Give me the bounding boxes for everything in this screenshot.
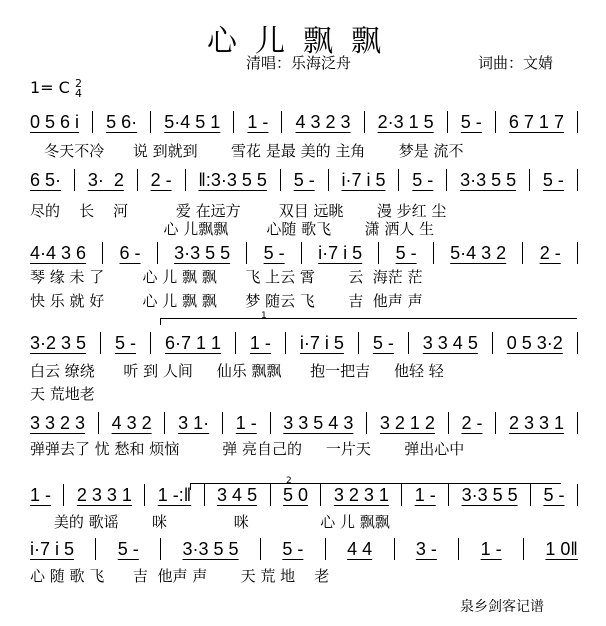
measure: 5·4 5 1	[164, 111, 221, 132]
volta-bracket-1	[160, 311, 577, 325]
bar-line	[285, 332, 286, 354]
bar-line	[98, 412, 99, 434]
measure: 5 -	[263, 242, 285, 263]
lyric-line: 琴 缘 未 了 心 儿 飘 飘 飞 上云 霄 云 海茫 茫	[30, 268, 423, 286]
bar-line	[433, 242, 434, 264]
bar-line	[530, 484, 531, 506]
bar-line	[495, 412, 496, 434]
measure: 4 4	[347, 538, 373, 559]
measure: 3 3 5 4 3	[283, 412, 354, 433]
measure: 3 2 3 1	[333, 484, 389, 505]
lyric-line: 美的 歌谣 咪 咪 心 儿 飘飘	[30, 513, 390, 531]
bar-line	[144, 484, 145, 506]
bar-line	[270, 412, 271, 434]
time-bottom: 4	[74, 86, 82, 100]
time-signature	[74, 76, 82, 100]
bar-line	[401, 484, 402, 506]
bar-line	[577, 332, 578, 354]
bar-line	[408, 332, 409, 354]
bar-line	[529, 169, 530, 191]
measure: 5 -	[293, 169, 315, 190]
notation-row	[30, 110, 578, 134]
bar-line	[492, 332, 493, 354]
measure: 5 -	[543, 484, 565, 505]
bar-line	[446, 169, 447, 191]
measure: 3·3 5 5	[460, 169, 517, 190]
writer-credit: 词曲：文婧	[478, 54, 554, 72]
bar-line	[150, 111, 151, 133]
measure: i·7 i 5	[299, 332, 344, 353]
bar-line	[164, 412, 165, 434]
bar-line	[260, 538, 261, 560]
bar-line	[150, 332, 151, 354]
lyric-line: 白云 缭绕 听 到 人间 仙乐 飘飘 抱一把吉 他轻 轻	[30, 362, 444, 380]
lyric-line: 冬天不冷 说 到就到 雪花 是最 美的 主角 梦是 流不	[30, 142, 464, 160]
measure: 3 2 1 2	[379, 412, 435, 433]
measure: 5 -	[282, 538, 304, 559]
measure: i·7 i 5	[318, 242, 363, 263]
bar-line	[522, 242, 523, 264]
bar-line	[577, 484, 578, 506]
lyric-line: 尽的 长 河 爱 在远方 双目 远眺 漫 步红 尘	[30, 202, 447, 220]
singer-credit: 清唱：乐海泛舟	[246, 54, 352, 72]
measure: 3 -	[415, 538, 437, 559]
lyric-line: 弹弹去了 忧 愁和 烦恼 弹 亮自己的 一片天 弹出心中	[30, 440, 465, 458]
measure: 5 -	[460, 111, 482, 132]
measure: 1 -	[249, 332, 271, 353]
measure: 5 -	[114, 332, 136, 353]
notation-row	[30, 411, 578, 435]
measure: 0 5 3·2	[506, 332, 563, 353]
bar-line	[448, 484, 449, 506]
bar-line	[270, 484, 271, 506]
bar-line	[364, 111, 365, 133]
measure: 3 1·	[178, 412, 210, 433]
measure: 6 7 1 7	[508, 111, 564, 132]
measure: 6 -	[119, 242, 141, 263]
bar-line	[394, 538, 395, 560]
bar-line	[358, 332, 359, 354]
volta-1-label: 1	[261, 311, 267, 321]
bar-line	[398, 169, 399, 191]
measure: 3 4 5	[217, 484, 258, 505]
notation-row	[30, 483, 578, 507]
measure: 3·3 5 5	[182, 538, 239, 559]
measure: 1 -	[30, 484, 52, 505]
measure: 6 5·	[30, 169, 62, 190]
bar-line	[320, 484, 321, 506]
bar-line	[366, 412, 367, 434]
measure: 3·2 3 5	[30, 332, 87, 353]
measure: 5 6·	[106, 111, 138, 132]
measure: 2·3 1 5	[377, 111, 434, 132]
bar-line	[185, 169, 186, 191]
bar-line	[577, 242, 578, 264]
bar-line	[448, 412, 449, 434]
bar-line	[301, 242, 302, 264]
measure: 5 -	[372, 332, 394, 353]
measure: 3· 2	[87, 169, 124, 190]
bar-line	[495, 111, 496, 133]
bar-line	[378, 242, 379, 264]
lyric-line: 心 随 歌 飞 吉 他声 声 天 荒 地 老	[30, 567, 330, 585]
bar-line	[95, 538, 96, 560]
measure: 2 -	[539, 242, 561, 263]
measure: ‖:3·3 5 5	[198, 169, 267, 190]
measure: 5 -	[117, 538, 139, 559]
lyric-line: 快 乐 就 好 心 儿 飘 飘 梦 随云 飞 吉 他声 声	[30, 292, 423, 310]
bar-line	[63, 484, 64, 506]
bar-line	[325, 538, 326, 560]
bar-line	[233, 111, 234, 133]
bar-line	[458, 538, 459, 560]
measure: 1 -	[247, 111, 269, 132]
measure: 6·7 1 1	[164, 332, 221, 353]
measure: 5 -	[412, 169, 434, 190]
bar-line	[281, 111, 282, 133]
song-title: 心儿飘飘	[207, 24, 399, 59]
bar-line	[92, 111, 93, 133]
bar-line	[577, 169, 578, 191]
measure: 4 3 2 3	[295, 111, 351, 132]
measure: 1 -	[235, 412, 257, 433]
measure: i·7 i 5	[341, 169, 386, 190]
measure: 1 -:‖	[157, 484, 192, 505]
bar-line	[577, 412, 578, 434]
bar-line	[137, 169, 138, 191]
key-label: 1= C	[30, 78, 70, 97]
bar-line	[447, 111, 448, 133]
measure: 5 0	[282, 484, 308, 505]
measure: 2 -	[461, 412, 483, 433]
measure: 3 3 4 5	[422, 332, 478, 353]
transcriber-credit: 泉乡剑客记谱	[460, 599, 544, 615]
bar-line	[100, 332, 101, 354]
bar-line	[577, 111, 578, 133]
bar-line	[328, 169, 329, 191]
bar-line	[102, 242, 103, 264]
measure: 5 -	[542, 169, 564, 190]
lyric-line: 天 荒地老	[30, 385, 95, 403]
bar-line	[157, 242, 158, 264]
measure: 3·3 5 5	[461, 484, 518, 505]
bar-line	[74, 169, 75, 191]
measure: 1 0‖	[545, 538, 578, 559]
notation-row	[30, 537, 578, 561]
bar-line	[204, 484, 205, 506]
notation-row	[30, 331, 578, 355]
measure: 2 3 3 1	[508, 412, 565, 433]
time-top: 2	[74, 76, 82, 90]
measure: 2 3 3 1	[76, 484, 132, 505]
measure: i·7 i 5	[30, 538, 75, 559]
volta-2-label: 2	[286, 476, 292, 486]
measure: 3 3 2 3	[30, 412, 86, 433]
measure: 1 -	[414, 484, 436, 505]
notation-row	[30, 168, 578, 192]
bar-line	[235, 332, 236, 354]
measure: 5 -	[395, 242, 417, 263]
measure: 5·4 3 2	[450, 242, 507, 263]
bar-line	[246, 242, 247, 264]
bar-line	[222, 412, 223, 434]
key-signature	[30, 78, 82, 99]
measure: 4 3 2	[111, 412, 152, 433]
measure: 1 -	[480, 538, 502, 559]
bar-line	[280, 169, 281, 191]
measure: 0 5 6 i	[30, 111, 80, 132]
bar-line	[523, 538, 524, 560]
bar-line	[160, 538, 161, 560]
measure: 4·4 3 6	[30, 242, 87, 263]
measure: 2 -	[150, 169, 172, 190]
lyric-line: 心 儿飘飘 心随 歌飞 潇 洒人 生	[30, 220, 435, 238]
notation-row	[30, 241, 578, 265]
measure: 3·3 5 5	[174, 242, 231, 263]
